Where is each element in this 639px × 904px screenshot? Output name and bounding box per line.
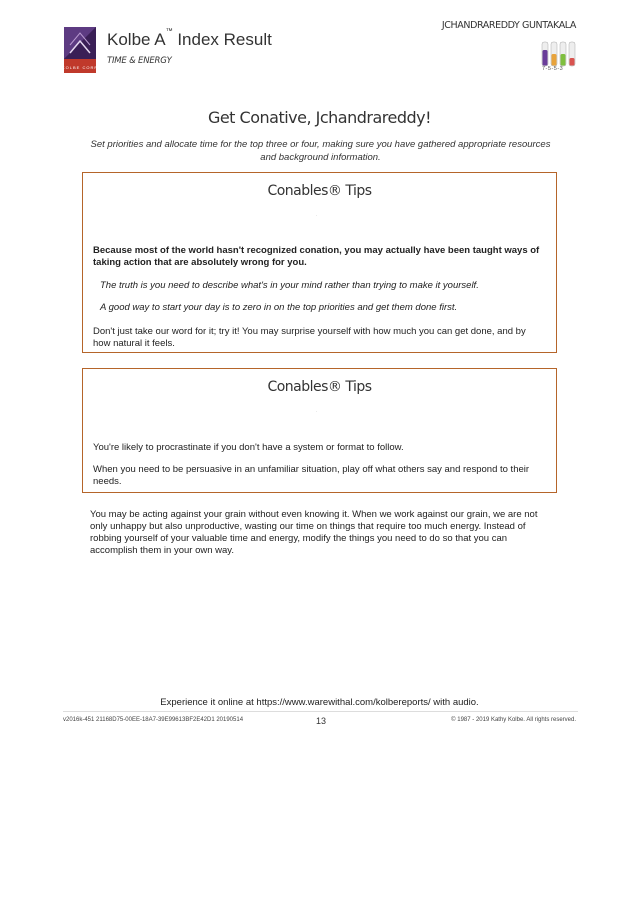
document-id: v2016k-451 21168D75-00EE-18A7-39E99613BF2E42D1 20190514	[63, 717, 244, 723]
tips-title: Conables® Tips	[267, 379, 372, 395]
score-bar-3	[560, 42, 566, 66]
report-title-suffix: Index Result	[172, 30, 272, 49]
report-title	[107, 30, 272, 50]
conables-tips-box-2	[82, 368, 557, 493]
page-heading: Get Conative, Jchandrareddy!	[207, 108, 432, 127]
footer-audio-link[interactable]: Experience it online at https://www.warewithal.com/kolbereports/ with audio.	[160, 697, 479, 708]
tip-text: Don't just take our word for it; try it! You may surprise yourself with how much you can get done, and by how natural it feels.	[93, 326, 526, 349]
intro-text: Set priorities and allocate time for the top three or four, making sure you have gathered appropriate resources and background information.	[90, 139, 551, 163]
trademark-symbol: ™	[165, 28, 173, 35]
tip-bold-text: Because most of the world hasn't recognized conation, you may actually have been taught ways of taking action that are absolutely wrong for you.	[93, 245, 540, 268]
conables-tips-box-1	[82, 172, 557, 353]
closing-paragraph: You may be acting against your grain without even knowing it. When we work against our grain, we are not only unhappy but also unproductive, wasting our time on things that require too much energy. Instead of robbing yourself of your valuable time and energy, modify the things you need to do so that you can accomplish them in your own way.	[90, 509, 538, 556]
footer-divider	[63, 711, 578, 712]
report-title-main: Kolbe A	[107, 30, 166, 49]
score-bar-4	[569, 42, 575, 66]
tip-text-1: You're likely to procrastinate if you don't have a system or format to follow.	[93, 442, 404, 453]
tips-title: Conables® Tips	[267, 183, 372, 199]
tip-italic-1: The truth is you need to describe what's in your mind rather than trying to make it yourself.	[100, 280, 479, 291]
tip-italic-2: A good way to start your day is to zero in on the top priorities and get them done first.	[100, 302, 458, 313]
separator-dot: ·	[316, 409, 318, 414]
separator-dot: ·	[316, 213, 318, 218]
copyright: © 1987 - 2019 Kathy Kolbe. All rights reserved.	[451, 717, 576, 723]
report-subtitle: TIME & ENERGY	[107, 56, 172, 66]
logo-text: KOLBE CORP	[61, 65, 99, 70]
score-bar-1	[542, 42, 548, 66]
kolbe-score-label: 7-5-5-3	[542, 66, 564, 72]
kolbe-logo	[61, 27, 99, 73]
score-bar-2	[551, 42, 557, 66]
page-number: 13	[316, 716, 327, 726]
tip-text-2: When you need to be persuasive in an unfamiliar situation, play off what others say and respond to their needs.	[93, 464, 530, 487]
user-name: JCHANDRAREDDY GUNTAKALA	[441, 20, 576, 31]
